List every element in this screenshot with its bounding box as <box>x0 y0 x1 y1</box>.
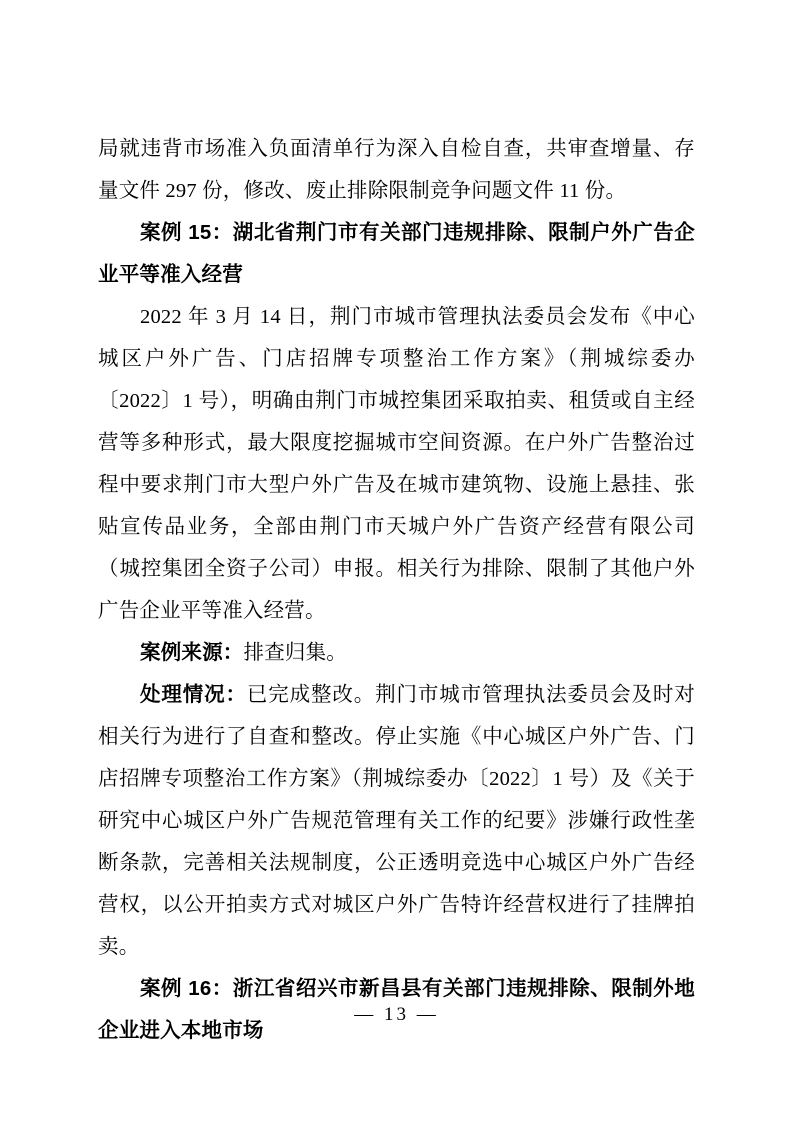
case-handling-text: 已完成整改。荆门市城市管理执法委员会及时对相关行为进行了自查和整改。停止实施《中心城区户外广告、门店招牌专项整治工作方案》（荆城综委办〔2022〕1 号）及《关于研究中心城区户外广告规范管理有关工作的纪要》涉嫌行政性垄断条款，完善相关法规制度，公正透明竞选中心城区户外广告经营权，以公开拍卖方式对城区户外广告特许经营权进行了挂牌拍卖。 <box>98 684 695 958</box>
page-number: — 13 — <box>354 1004 439 1025</box>
paragraph-case-15-body: 2022 年 3 月 14 日，荆门市城市管理执法委员会发布《中心城区户外广告、门店招牌专项整治工作方案》（荆城综委办〔2022〕1 号），明确由荆门市城控集团采取拍卖、租赁或自主经营等多种形式，最大限度挖掘城市空间资源。在户外广告整治过程中要求荆门市大型户外广告及在城市建筑物、设施上悬挂、张贴宣传品业务，全部由荆门市天城户外广告资产经营有限公司（城控集团全资子公司）申报。相关行为排除、限制了其他户外广告企业平等准入经营。 <box>98 306 695 622</box>
case-source-text: 排查归集。 <box>243 642 347 664</box>
heading-case-16: 案例 16：浙江省绍兴市新昌县有关部门违规排除、限制外地企业进入本地市场 <box>98 977 695 1042</box>
paragraph-case-source <box>98 632 695 674</box>
paragraph-continued: 局就违背市场准入负面清单行为深入自检自查，共审查增量、存量文件 297 份，修改、废止排除限制竞争问题文件 11 份。 <box>98 138 695 202</box>
document-body <box>98 128 695 1052</box>
case-handling-label: 处理情况： <box>140 683 247 706</box>
case-source-label: 案例来源： <box>140 641 244 664</box>
paragraph-case-handling <box>98 674 695 968</box>
heading-case-15: 案例 15：湖北省荆门市有关部门违规排除、限制户外广告企业平等准入经营 <box>98 221 695 286</box>
